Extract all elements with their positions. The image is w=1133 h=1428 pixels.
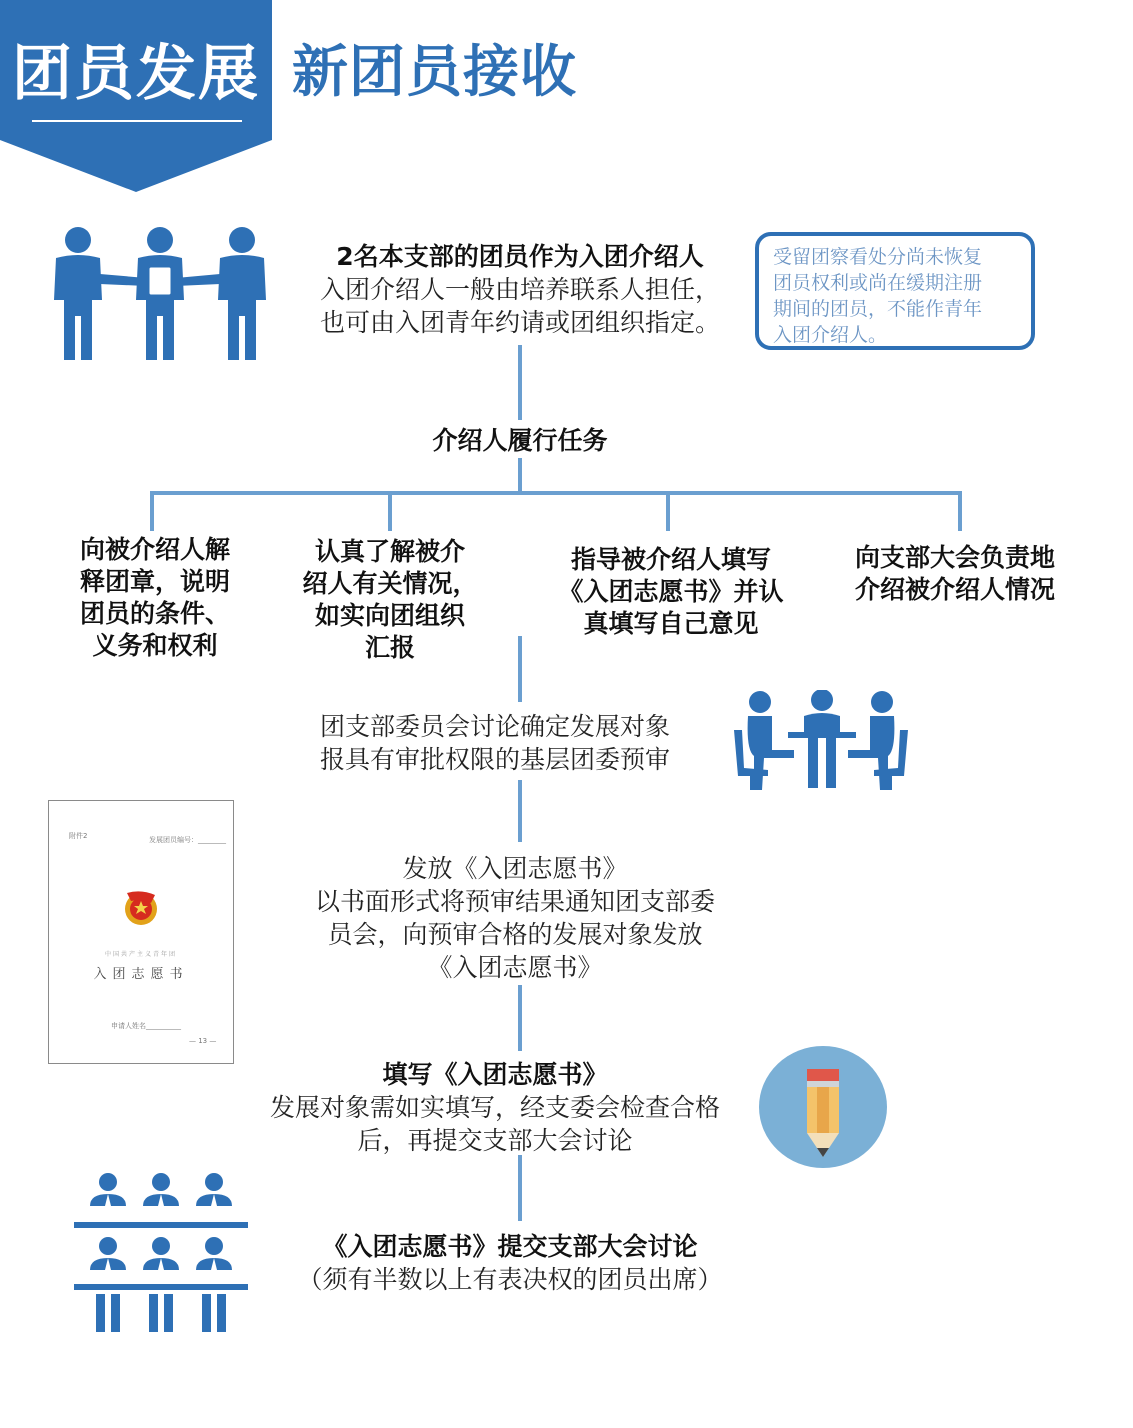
league-emblem-icon: [121, 887, 161, 927]
task-line: 如实向团组织: [314, 601, 465, 630]
task-line: 义务和权利: [92, 631, 218, 660]
task-line: 汇报: [364, 633, 415, 662]
task-item: [50, 534, 260, 662]
step-line: 团支部委员会讨论确定发展对象: [319, 712, 670, 741]
branch-drop: [666, 491, 670, 531]
assembly-audience-icon: [72, 1172, 250, 1334]
branch-line: [150, 491, 962, 495]
step-line: 以书面形式将预审结果通知团支部委: [314, 887, 715, 916]
application-book-icon: [48, 800, 234, 1064]
connector-line: [518, 345, 522, 420]
step-line: 发展对象需如实填写，经支委会检查合格: [269, 1093, 720, 1122]
book-applicant-label: 申请人姓名__________: [111, 1022, 181, 1030]
step-fill-application: [240, 1058, 750, 1157]
badge-title: 团员发展: [12, 39, 260, 109]
task-line: 《入团志愿书》并认: [558, 577, 784, 606]
task-line: 认真了解被介: [314, 537, 465, 566]
note-box: [755, 232, 1035, 350]
step-line: 报具有审批权限的基层团委预审: [319, 745, 670, 774]
tasks-title: 介绍人履行任务: [432, 426, 608, 455]
book-corner-label: 附件2: [69, 832, 88, 840]
meeting-table-icon: [728, 690, 914, 794]
badge-divider: [32, 120, 242, 122]
task-line: 指导被介绍人填写: [570, 545, 771, 574]
step-line: 员会，向预审合格的发展对象发放: [327, 920, 703, 949]
pencil-icon: [757, 1045, 889, 1169]
step-line: 也可由入团青年约请或团组织指定。: [319, 308, 720, 337]
step-line: 后，再提交支部大会讨论: [357, 1126, 633, 1155]
step-title: 2名本支部的团员作为入团介绍人: [336, 242, 704, 271]
book-title: 入团志愿书: [93, 967, 189, 982]
book-org-label: 中国共产主义青年团: [104, 951, 177, 958]
book-page-label: — 13 —: [189, 1037, 217, 1045]
task-item: [283, 536, 497, 664]
task-line: 团员的条件、: [79, 599, 230, 628]
note-line: 团员权利或尚在缓期注册: [773, 272, 983, 294]
step-line: （须有半数以上有表决权的团员出席）: [297, 1265, 723, 1294]
note-line: 受留团察看处分尚未恢复: [773, 246, 983, 268]
task-line: 绍人有关情况，: [302, 569, 478, 598]
connector-line: [518, 1155, 522, 1221]
step-introducers: [290, 240, 750, 339]
note-line: 入团介绍人。: [773, 324, 888, 346]
task-line: 介绍被介绍人情况: [854, 575, 1055, 604]
step-branch-assembly: [270, 1230, 750, 1296]
task-item: [540, 544, 802, 640]
connector-line: [518, 636, 522, 702]
step-committee-review: [280, 710, 710, 776]
task-line: 向被介绍人解: [79, 535, 230, 564]
task-item: [832, 542, 1078, 606]
task-line: 释团章，说明: [79, 567, 230, 596]
step-issue-application: [290, 852, 740, 984]
note-line: 期间的团员，不能作青年: [773, 298, 983, 320]
branch-drop: [150, 491, 154, 531]
branch-drop: [958, 491, 962, 531]
step-line: 《入团志愿书》: [427, 953, 603, 982]
people-handshake-icon: [48, 226, 274, 362]
page-subtitle: 新团员接收: [292, 40, 577, 105]
task-line: 真填写自己意见: [583, 609, 759, 638]
task-line: 向支部大会负责地: [854, 543, 1055, 572]
step-title: 《入团志愿书》提交支部大会讨论: [322, 1232, 698, 1261]
connector-line: [518, 780, 522, 842]
step-title: 发放《入团志愿书》: [402, 854, 628, 883]
connector-line: [518, 458, 522, 494]
connector-line: [518, 985, 522, 1051]
book-number-label: 发展团员编号：________: [149, 836, 226, 844]
step-title: 填写《入团志愿书》: [382, 1060, 608, 1089]
step-line: 入团介绍人一般由培养联系人担任，: [319, 275, 720, 304]
branch-drop: [388, 491, 392, 531]
